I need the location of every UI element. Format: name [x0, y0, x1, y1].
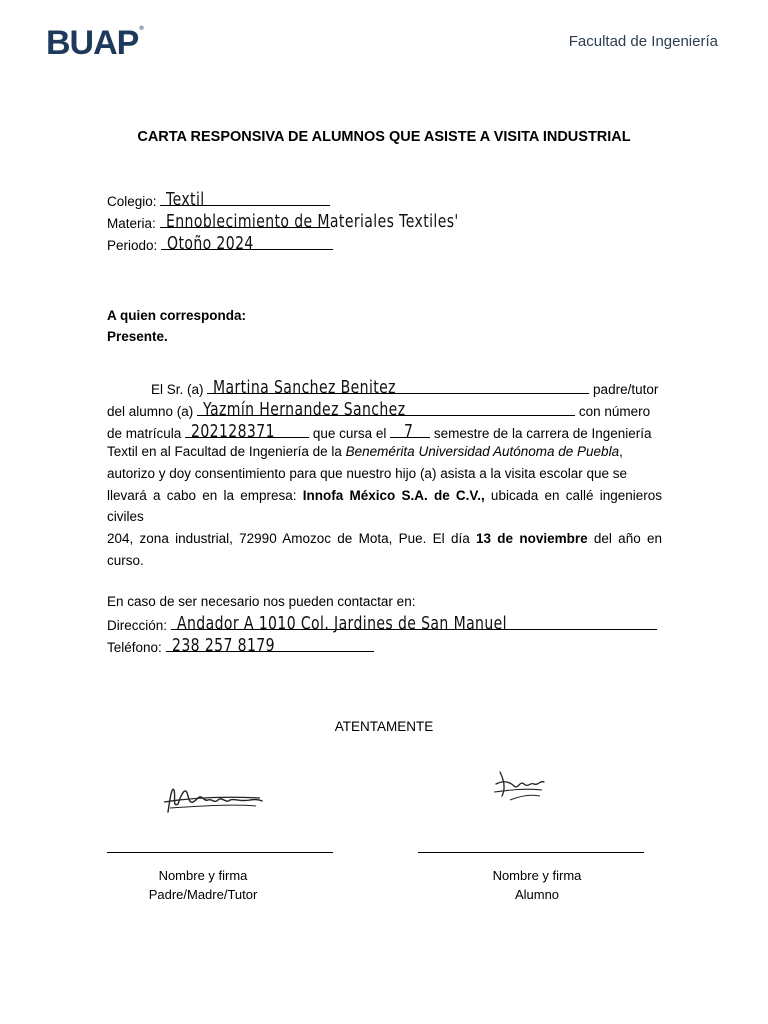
materia-field — [160, 211, 459, 232]
buap-logo: BUAP® — [46, 24, 143, 62]
document-title: CARTA RESPONSIVA DE ALUMNOS QUE ASISTE A VISITA INDUSTRIAL — [137, 129, 631, 145]
alumno-value: Yazmín Hernandez Sanchez — [203, 399, 406, 420]
company-name: Innofa México S.A. de C.V., — [302, 487, 485, 503]
alumno-field — [197, 399, 575, 420]
sr-value: Martina Sanchez Benitez — [213, 377, 397, 398]
telefono-label: Teléfono: — [107, 640, 162, 655]
semestre-value: 7 — [404, 421, 414, 442]
salutation-line2: Presente. — [107, 329, 168, 344]
telefono-value: 238 257 8179 — [171, 635, 275, 656]
parent-signature-caption: Nombre y firma Padre/Madre/Tutor — [148, 868, 258, 902]
colegio-field — [160, 189, 330, 210]
body-line-5: autorizo y doy consentimiento para que nuestro hijo (a) asista a la visita escolar que se — [107, 465, 628, 481]
sr-label: El Sr. (a) — [151, 382, 204, 397]
contact-intro: En caso de ser necesario nos pueden contactar en: — [107, 594, 416, 609]
colegio-row — [107, 191, 330, 210]
direccion-row — [107, 615, 657, 634]
semestre-field — [390, 421, 430, 442]
university-name: Benemérita Universidad Autónoma de Puebla — [345, 444, 620, 459]
matricula-field — [185, 421, 309, 442]
body-line-alumno — [107, 401, 650, 420]
parent-signature — [160, 778, 270, 823]
matricula-value: 202128371 — [191, 421, 275, 442]
salutation-line1: A quien corresponda: — [107, 308, 247, 323]
materia-label: Materia: — [107, 216, 156, 231]
cursa-label: que cursa el — [312, 426, 387, 441]
periodo-field — [161, 233, 333, 254]
periodo-value: Otoño 2024 — [167, 233, 254, 254]
body-line-sr — [151, 379, 658, 398]
sr-field — [207, 377, 589, 398]
body-line-4: Textil en al Facultad de Ingeniería de la Benemérita Universidad Autónoma de Puebla, — [107, 444, 623, 459]
student-signature-caption: Nombre y firma Alumno — [492, 868, 582, 902]
body-line-matricula — [107, 423, 652, 442]
periodo-row — [107, 235, 333, 254]
body-line-6: llevará a cabo en la empresa: Innofa México S.A. de C.V., ubicada en callé ingenieros civiles — [107, 487, 662, 525]
alumno-label: del alumno (a) — [107, 404, 194, 419]
matricula-label: de matrícula — [107, 426, 182, 441]
student-signature — [490, 766, 550, 806]
closing-text: ATENTAMENTE — [334, 719, 434, 734]
materia-value: Ennoblecimiento de Materiales Textiles' — [165, 211, 459, 232]
direccion-label: Dirección: — [107, 618, 168, 633]
materia-row — [107, 211, 459, 232]
tutor-label: padre/tutor — [593, 382, 659, 397]
con-numero-label: con número — [578, 404, 651, 419]
direccion-value: Andador A 1010 Col. Jardines de San Manuel — [176, 613, 507, 634]
telefono-row — [107, 637, 374, 656]
visit-date: 13 de noviembre — [476, 531, 588, 547]
parent-signature-line — [107, 852, 333, 853]
student-signature-line — [418, 852, 644, 853]
body-line-7: 204, zona industrial, 72990 Amozoc de Mota, Pue. El día 13 de noviembre del año en curso. — [107, 531, 663, 568]
colegio-label: Colegio: — [107, 194, 157, 209]
direccion-field — [171, 613, 657, 634]
periodo-label: Periodo: — [107, 238, 158, 253]
colegio-value: Textil — [166, 189, 205, 210]
body-paragraph — [107, 441, 662, 572]
telefono-field — [166, 635, 374, 656]
faculty-name: Facultad de Ingeniería — [568, 33, 718, 50]
semestre-text: semestre de la carrera de Ingeniería — [433, 426, 652, 441]
